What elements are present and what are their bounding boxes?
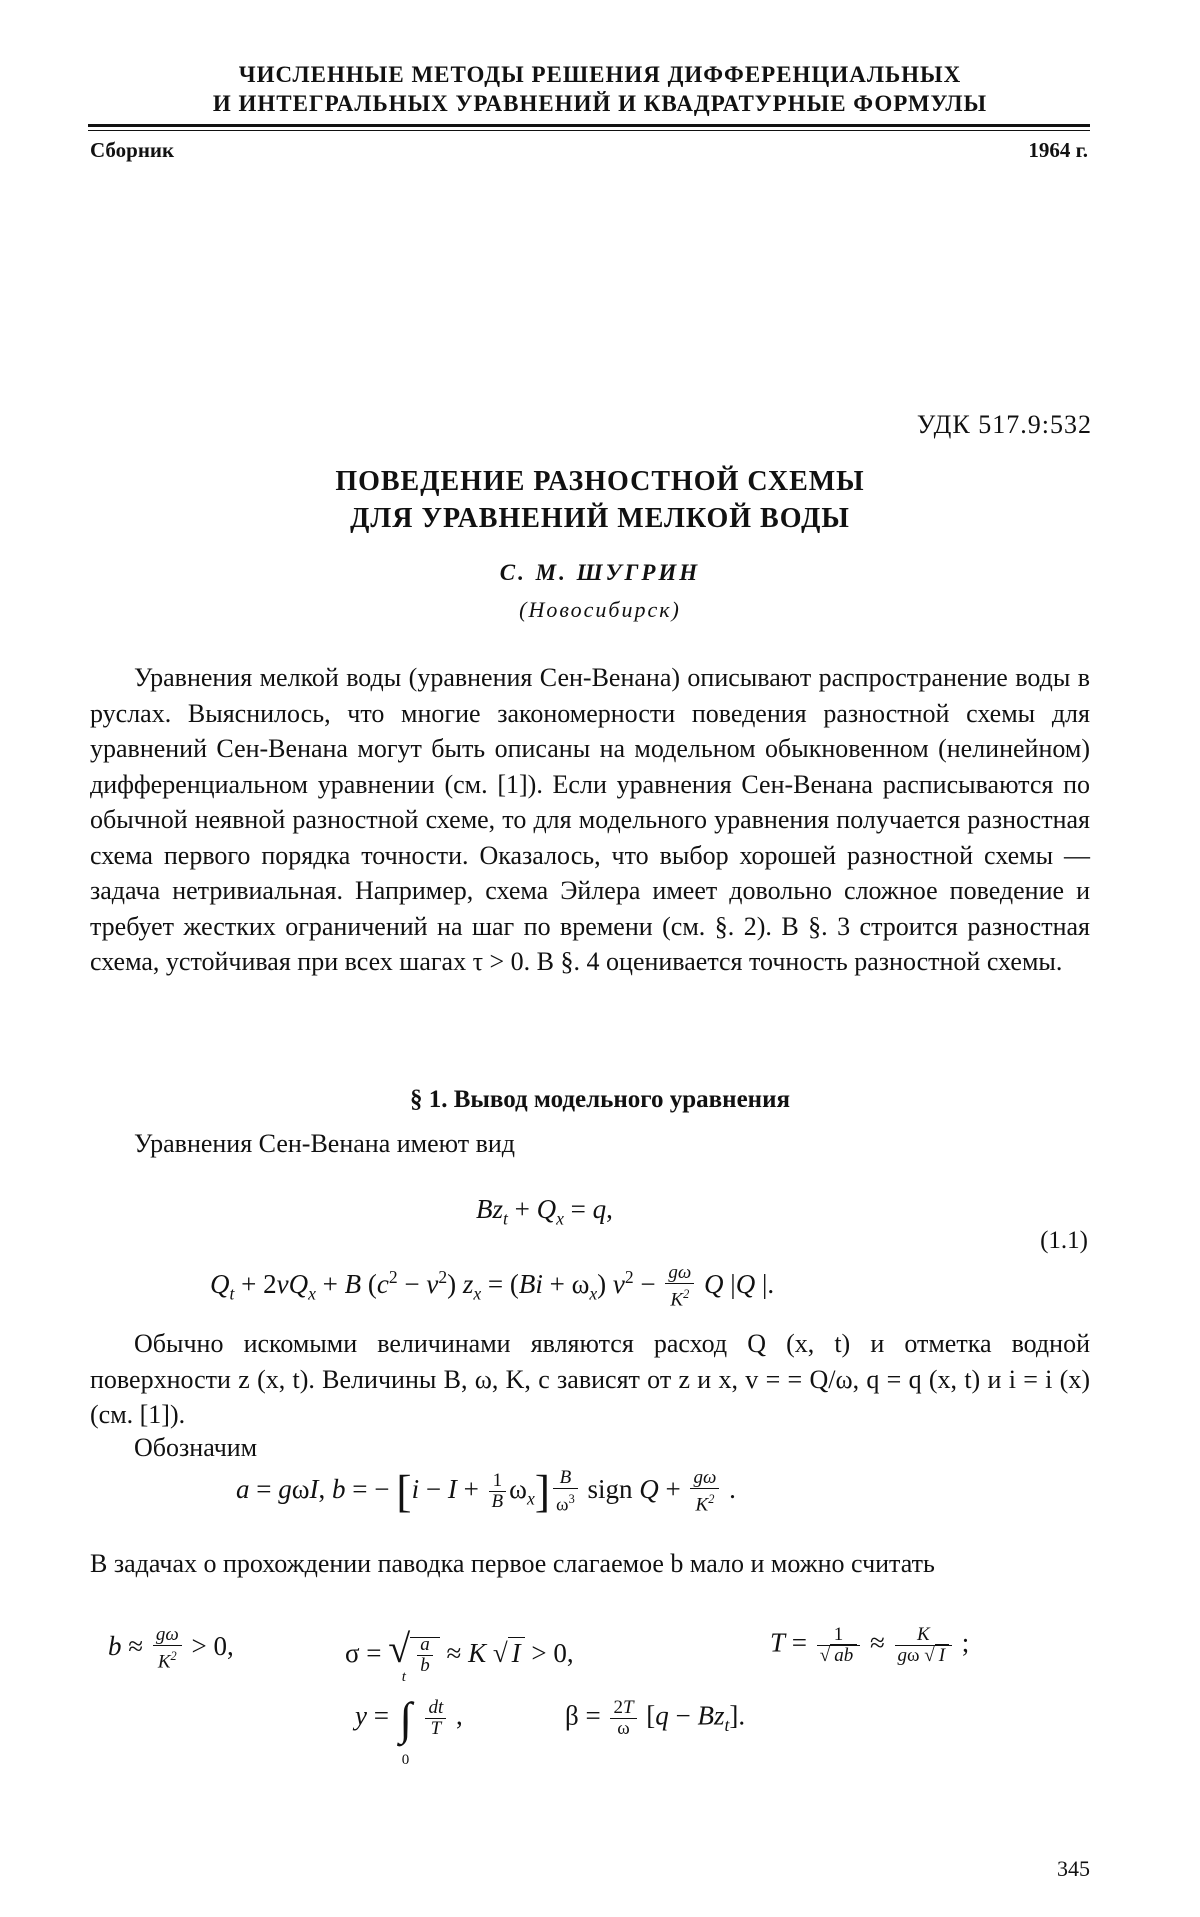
- running-header-line2: И ИНТЕГРАЛЬНЫХ УРАВНЕНИЙ И КВАДРАТУРНЫЕ ФОРМУЛЫ: [212, 91, 988, 116]
- author-name: С. М. ШУГРИН: [499, 560, 701, 585]
- author-city: (Новосибирск): [519, 597, 681, 622]
- unknowns-paragraph: Обычно искомыми величинами являются расход Q (x, t) и отметка водной поверхности z (x, t). Величины B, ω, K, c зависят от z и x, v = = Q/ω, q = q (x, t) и i = i (x) (см. [1]).: [90, 1329, 1090, 1429]
- article-title-line2: ДЛЯ УРАВНЕНИЙ МЕЛКОЙ ВОДЫ: [350, 503, 850, 534]
- equation-beta: β = $\frac{2T}{\omega}$ $[q - Bz_t]$.: [565, 1697, 746, 1739]
- page-number: 345: [1057, 1856, 1090, 1881]
- equation-T: T = $\frac{1}{√ ab}$ ≈ $\frac{K}{g\omega √ I}$ ;: [770, 1624, 970, 1666]
- denote-label: Обозначим: [134, 1433, 258, 1462]
- section-heading: § 1. Вывод модельного уравнения: [409, 1086, 791, 1113]
- udk-code: УДК 517.9:532: [916, 410, 1092, 439]
- equation-sigma: σ = √ $\frac{a}{b}$ ≈ K √ I > 0,: [345, 1626, 574, 1677]
- equation-number: (1.1): [1040, 1227, 1088, 1254]
- saint-venant-intro: Уравнения Сен-Венана имеют вид: [134, 1129, 516, 1158]
- article-title-line1: ПОВЕДЕНИЕ РАЗНОСТНОЙ СХЕМЫ: [335, 466, 865, 497]
- equation-continuity: $Bz_t + Q_x = q$,: [476, 1194, 613, 1229]
- equation-momentum: $Q_t + 2vQ_x + B$ $(c^2 - v^2) z_x = (Bi + \omega_x) v^2$ − $\frac{g\omega}{K^2}$ Q |Q |.: [210, 1262, 775, 1311]
- intro-paragraph: Уравнения мелкой воды (уравнения Сен-Венана) описывают распространение воды в руслах. Выяснилось, что многие закономерности поведения разностной схемы для уравнений Сен-Венана могут быть описаны на модельном обыкновенном (нелинейном) дифференциальном уравнении (см. [1]). Если уравнения Сен-Венана расписываются по обычной неявной разностной схеме, то для модельного уравнения получается разностная схема первого порядка точности. Оказалось, что выбор хорошей разностной схемы — задача нетривиальная. Например, схема Эйлера имеет довольно сложное поведение и требует жестких ограничений на шаг по времени (см. §. 2). В §. 3 строится разностная схема, устойчивая при всех шагах τ > 0. В §. 4 оценивается точность разностной схемы.: [90, 663, 1090, 976]
- collection-label: Сборник: [90, 138, 175, 162]
- equation-b-approx: b ≈ $\frac{g\omega}{K^2}$ > 0,: [108, 1624, 234, 1673]
- equation-a-b: a = gωI, b = − [i − I + $\frac{1}{B}$ $\omega_x$] $\frac{B}{\omega^3}$ sign Q + $\frac{g\omega}{K^2}$ .: [236, 1465, 736, 1517]
- equation-y: y = t ∫ 0 $\frac{dt}{T}$ ,: [355, 1668, 463, 1768]
- year-label: 1964 г.: [1028, 138, 1088, 162]
- header-rule: [88, 124, 1090, 127]
- running-header-line1: ЧИСЛЕННЫЕ МЕТОДЫ РЕШЕНИЯ ДИФФЕРЕНЦИАЛЬНЫХ: [238, 62, 962, 87]
- header-rule-thin: [88, 130, 1090, 131]
- flood-paragraph: В задачах о прохождении паводка первое слагаемое b мало и можно считать: [90, 1549, 935, 1578]
